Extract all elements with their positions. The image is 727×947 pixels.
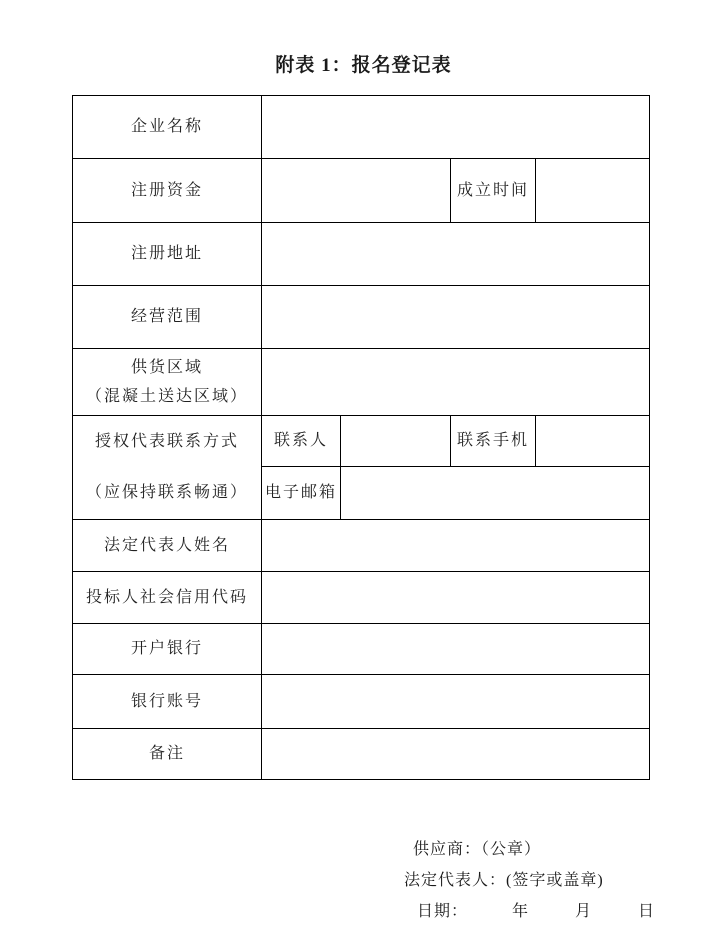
page-title: 附表 1：报名登记表 bbox=[275, 55, 452, 76]
date-label: 日期： bbox=[417, 903, 469, 920]
day-label: 日 bbox=[638, 903, 656, 920]
established-date-label: 成立时间 bbox=[451, 159, 536, 223]
contact-mobile-label: 联系手机 bbox=[451, 416, 536, 467]
table-row bbox=[73, 572, 650, 624]
contact-section-label-line2: （应保持联系畅通） bbox=[85, 484, 248, 502]
legal-rep-name-field[interactable] bbox=[262, 520, 650, 572]
remarks-field[interactable] bbox=[262, 729, 650, 780]
table-row bbox=[73, 520, 650, 572]
table-row bbox=[73, 96, 650, 159]
company-name-field[interactable] bbox=[262, 96, 650, 159]
year-label: 年 bbox=[512, 903, 530, 920]
supply-area-label-line2: （混凝土送达区域） bbox=[85, 387, 248, 405]
credit-code-field[interactable] bbox=[262, 572, 650, 624]
credit-code-label: 投标人社会信用代码 bbox=[73, 572, 262, 624]
month-label: 月 bbox=[575, 903, 593, 920]
business-scope-field[interactable] bbox=[262, 286, 650, 349]
established-date-field[interactable] bbox=[536, 159, 650, 223]
registered-capital-label: 注册资金 bbox=[73, 159, 262, 223]
table-row bbox=[73, 223, 650, 286]
supply-area-field[interactable] bbox=[262, 349, 650, 416]
legal-rep-name-label: 法定代表人姓名 bbox=[73, 520, 262, 572]
bank-name-label: 开户银行 bbox=[73, 624, 262, 675]
table-row bbox=[73, 624, 650, 675]
contact-section-label bbox=[73, 416, 262, 520]
table-row bbox=[73, 349, 650, 416]
contact-person-field[interactable] bbox=[341, 416, 451, 467]
bank-account-label: 银行账号 bbox=[73, 675, 262, 729]
table-row bbox=[73, 729, 650, 780]
business-scope-label: 经营范围 bbox=[73, 286, 262, 349]
bank-account-field[interactable] bbox=[262, 675, 650, 729]
table-row bbox=[73, 159, 650, 223]
supply-area-label bbox=[73, 349, 262, 416]
date-line bbox=[417, 898, 655, 921]
email-label: 电子邮箱 bbox=[262, 467, 341, 520]
company-name-label: 企业名称 bbox=[73, 96, 262, 159]
registered-address-label: 注册地址 bbox=[73, 223, 262, 286]
contact-section-label-line1: 授权代表联系方式 bbox=[94, 432, 239, 450]
legal-rep-signature-line: 法定代表人：(签字或盖章) bbox=[404, 872, 604, 889]
registration-table bbox=[72, 95, 650, 780]
table-row bbox=[73, 675, 650, 729]
registered-address-field[interactable] bbox=[262, 223, 650, 286]
contact-person-label: 联系人 bbox=[262, 416, 341, 467]
table-row bbox=[73, 416, 650, 467]
contact-mobile-field[interactable] bbox=[536, 416, 650, 467]
bank-name-field[interactable] bbox=[262, 624, 650, 675]
supply-area-label-line1: 供货区域 bbox=[130, 358, 203, 376]
supplier-seal-line: 供应商：（公章） bbox=[413, 841, 542, 858]
registered-capital-field[interactable] bbox=[262, 159, 451, 223]
table-row bbox=[73, 286, 650, 349]
remarks-label: 备注 bbox=[73, 729, 262, 780]
email-field[interactable] bbox=[341, 467, 650, 520]
